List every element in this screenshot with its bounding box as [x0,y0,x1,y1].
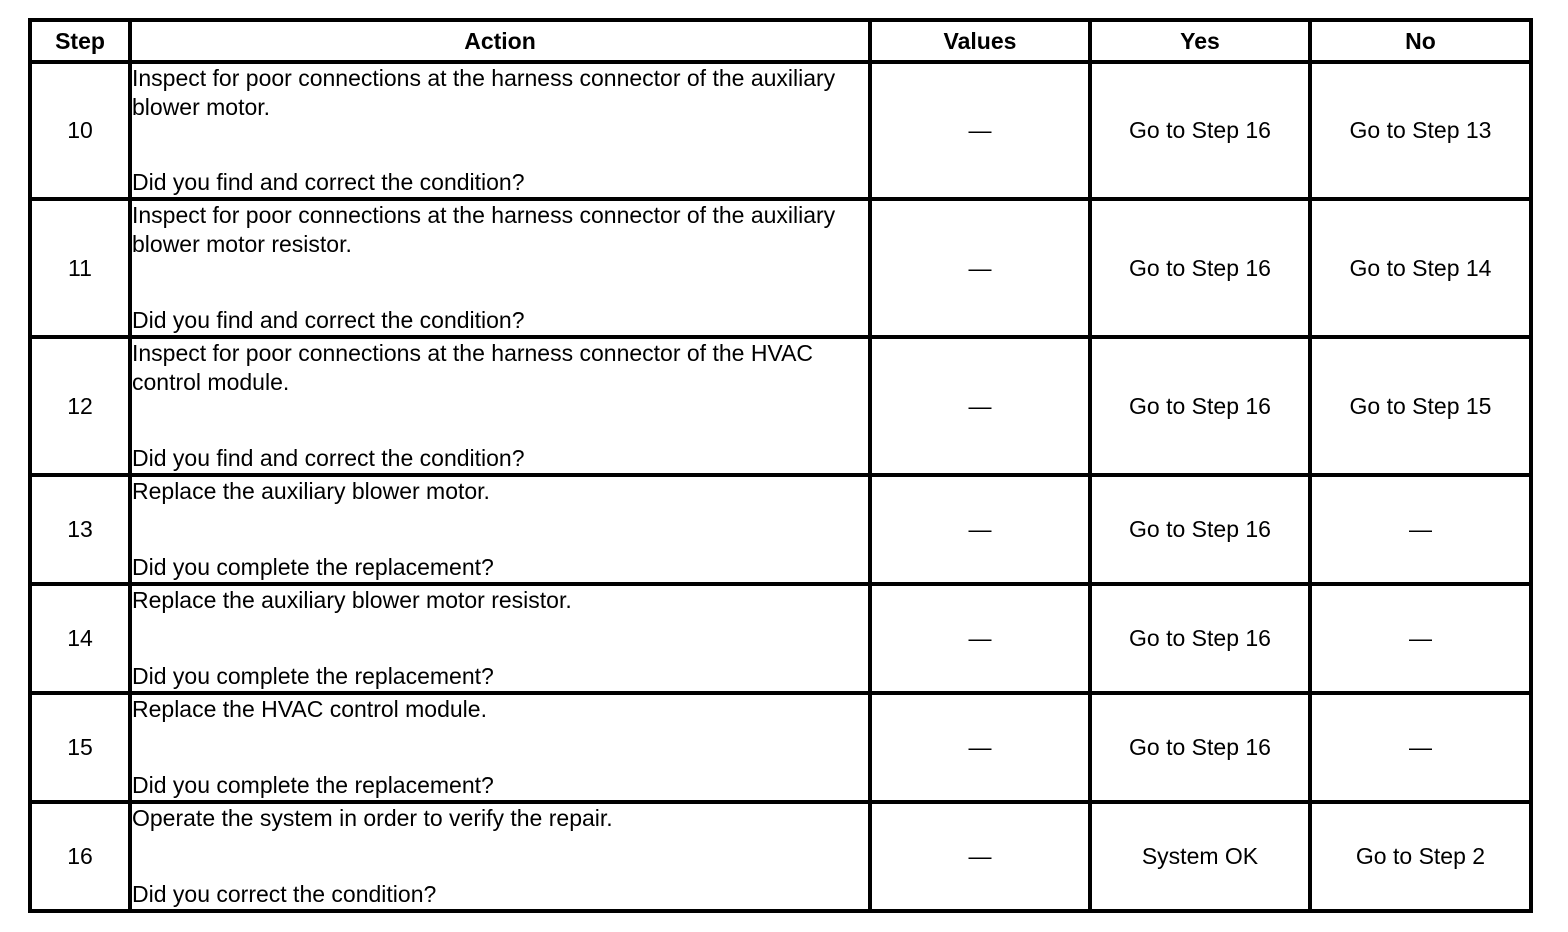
yes-cell: Go to Step 16 [1090,693,1310,802]
values-cell: — [870,802,1090,911]
table-row [30,62,1531,199]
action-text: Operate the system in order to verify the repair. [132,805,613,831]
yes-cell: Go to Step 16 [1090,584,1310,693]
table-row [30,337,1531,475]
action-cell [130,802,870,911]
action-text: Inspect for poor connections at the harness connector of the HVAC control module. [132,340,814,395]
yes-cell: System OK [1090,802,1310,911]
table-row [30,199,1531,337]
step-cell: 14 [30,584,130,693]
no-cell: Go to Step 2 [1310,802,1531,911]
header-yes: Yes [1090,20,1310,62]
diagnostic-table [28,18,1533,913]
header-values: Values [870,20,1090,62]
header-step: Step [30,20,130,62]
no-cell: Go to Step 15 [1310,337,1531,475]
action-cell [130,199,870,337]
values-cell: — [870,337,1090,475]
values-cell: — [870,62,1090,199]
action-cell [130,693,870,802]
action-question: Did you find and correct the condition? [132,169,525,195]
yes-cell: Go to Step 16 [1090,199,1310,337]
action-cell [130,475,870,584]
yes-cell: Go to Step 16 [1090,475,1310,584]
action-cell [130,584,870,693]
action-question: Did you complete the replacement? [132,663,494,689]
step-cell: 10 [30,62,130,199]
step-cell: 13 [30,475,130,584]
values-cell: — [870,584,1090,693]
action-question: Did you find and correct the condition? [132,445,525,471]
header-action: Action [130,20,870,62]
step-cell: 15 [30,693,130,802]
table-row [30,584,1531,693]
table-row [30,693,1531,802]
header-row [30,20,1531,62]
no-cell: — [1310,475,1531,584]
no-cell: — [1310,584,1531,693]
action-text: Replace the HVAC control module. [132,696,487,722]
action-question: Did you correct the condition? [132,881,437,907]
action-text: Replace the auxiliary blower motor. [132,478,490,504]
no-cell: Go to Step 14 [1310,199,1531,337]
action-cell [130,62,870,199]
action-question: Did you complete the replacement? [132,772,494,798]
yes-cell: Go to Step 16 [1090,337,1310,475]
no-cell: — [1310,693,1531,802]
action-question: Did you find and correct the condition? [132,307,525,333]
action-text: Inspect for poor connections at the harness connector of the auxiliary blower motor. [132,65,836,120]
values-cell: — [870,199,1090,337]
yes-cell: Go to Step 16 [1090,62,1310,199]
step-cell: 12 [30,337,130,475]
header-no: No [1310,20,1531,62]
table-row [30,802,1531,911]
values-cell: — [870,693,1090,802]
step-cell: 16 [30,802,130,911]
action-cell [130,337,870,475]
action-text: Inspect for poor connections at the harness connector of the auxiliary blower motor resistor. [132,202,836,257]
action-question: Did you complete the replacement? [132,554,494,580]
table-row [30,475,1531,584]
values-cell: — [870,475,1090,584]
action-text: Replace the auxiliary blower motor resistor. [132,587,572,613]
step-cell: 11 [30,199,130,337]
no-cell: Go to Step 13 [1310,62,1531,199]
